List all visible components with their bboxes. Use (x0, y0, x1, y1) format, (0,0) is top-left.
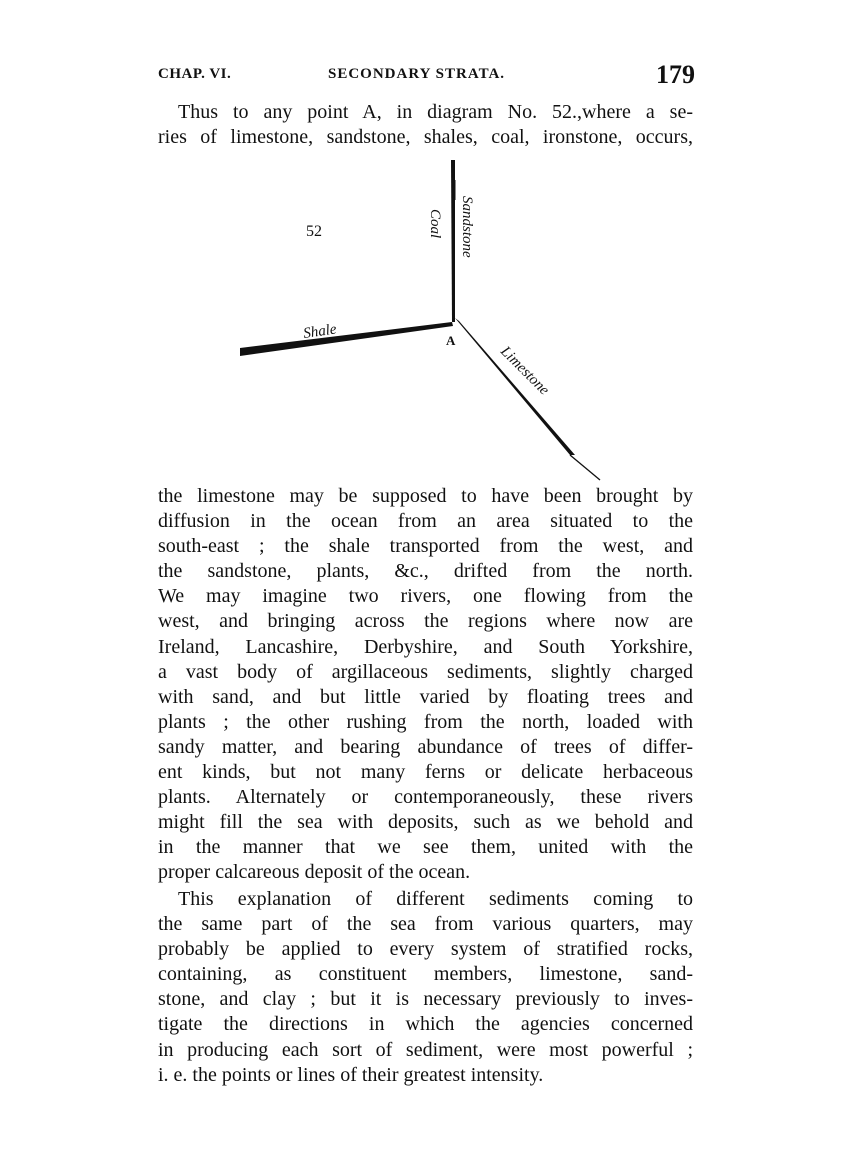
p1-line-6: west, and bringing across the regions where now are (158, 610, 693, 633)
label-shale: Shale (302, 321, 338, 342)
page-number: 179 (656, 60, 695, 89)
p1-line-12: ent kinds, but not many ferns or delicate herbaceous (158, 761, 693, 784)
p2-line-8: i. e. the points or lines of their greatest intensity. (158, 1063, 544, 1086)
p1-line-15: in the manner that we see them, united with the (158, 836, 693, 859)
intro-line-1: Thus to any point A, in diagram No. 52.,where a se- (178, 101, 693, 123)
shale-stratum (240, 322, 453, 356)
label-coal: Coal (427, 209, 443, 239)
label-point-a: A (446, 333, 456, 348)
p1-line-2: diffusion in the ocean from an area situated to the (158, 510, 693, 533)
p1-line-10: plants ; the other rushing from the north, loaded with (158, 710, 693, 733)
p1-line-8: a vast body of argillaceous sediments, slightly charged (158, 660, 693, 683)
p1-line-7: Ireland, Lancashire, Derbyshire, and South Yorkshire, (158, 635, 693, 658)
p2-line-1: This explanation of different sediments coming to (178, 888, 693, 910)
p1-line-5: We may imagine two rivers, one flowing from the (158, 585, 693, 608)
label-sandstone: Sandstone (459, 196, 475, 258)
p1-line-14: might fill the sea with deposits, such as we behold and (158, 811, 693, 834)
p1-line-4: the sandstone, plants, &c., drifted from the north. (158, 560, 693, 583)
p2-line-2: the same part of the sea from various quarters, may (158, 913, 693, 936)
diagram-number: 52 (306, 223, 322, 240)
p2-line-6: tigate the directions in which the agencies concerned (158, 1013, 693, 1036)
p2-line-5: stone, and clay ; but it is necessary previously to inves- (158, 988, 693, 1011)
p1-line-1: the limestone may be supposed to have been brought by (158, 485, 693, 507)
sandstone-stratum (451, 160, 455, 322)
paragraph-2 (158, 887, 693, 1088)
label-limestone: Limestone (497, 343, 553, 399)
p1-line-9: with sand, and but little varied by floating trees and (158, 685, 693, 708)
p1-line-11: sandy matter, and bearing abundance of trees of differ- (158, 735, 693, 758)
p1-line-3: south-east ; the shale transported from the west, and (158, 535, 693, 558)
limestone-thin-line (570, 455, 600, 480)
p2-line-3: probably be applied to every system of stratified rocks, (158, 938, 693, 961)
running-title: SECONDARY STRATA. (328, 66, 506, 82)
p1-line-13: plants. Alternately or contemporaneously, these rivers (158, 786, 693, 809)
p1-line-16: proper calcareous deposit of the ocean. (158, 861, 471, 884)
chapter-label: CHAP. VI. (158, 66, 232, 82)
p2-line-7: in producing each sort of sediment, were most powerful ; (158, 1038, 693, 1061)
p2-line-4: containing, as constituent members, limestone, sand- (158, 963, 693, 986)
limestone-stratum (455, 318, 575, 455)
paragraph-1 (158, 484, 693, 886)
intro-line-2: ries of limestone, sandstone, shales, coal, ironstone, occurs, (158, 126, 693, 149)
